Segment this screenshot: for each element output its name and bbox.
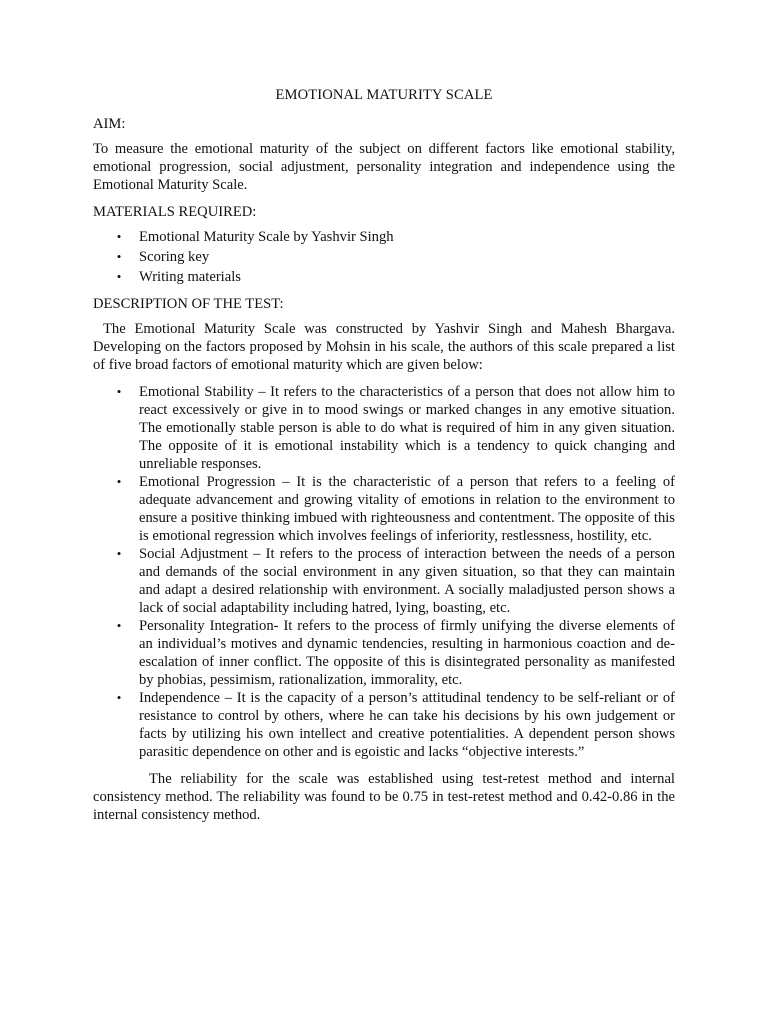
list-item: [93, 473, 675, 545]
aim-heading: AIM:: [93, 116, 126, 132]
bullet-icon: •: [116, 384, 122, 399]
document-title: EMOTIONAL MATURITY SCALE: [275, 87, 493, 103]
list-item: [93, 383, 675, 473]
description-intro: The Emotional Maturity Scale was constructed by Yashvir Singh and Mahesh Bhargava. Developing on the factors proposed by Mohsin in his scale, the authors of this scale prepared a list of five broad factors of emotional maturity which are given below:: [93, 321, 675, 373]
bullet-icon: •: [116, 229, 122, 244]
materials-heading: MATERIALS REQUIRED:: [93, 204, 257, 220]
factor-emotional-progression: Emotional Progression – It is the characteristic of a person that refers to a feeling of adequate advancement and growing vitality of emotions in relation to the environment to ensure a positive thinking imbued with righteousness and contentment. The opposite of this is emotional regression which involves feelings of inferiority, restlessness, hostility, etc.: [139, 474, 675, 544]
material-item-label: Writing materials: [139, 269, 241, 285]
material-item-label: Scoring key: [139, 249, 210, 265]
factor-social-adjustment: Social Adjustment – It refers to the process of interaction between the needs of a person and demands of the social environment in any given situation, so that they can maintain and adapt a desired relationship with environment. A socially maladjusted person shows a lack of social adaptability including hatred, lying, boasting, etc.: [139, 546, 675, 616]
list-item: [93, 545, 675, 617]
bullet-icon: •: [116, 618, 122, 633]
bullet-icon: •: [116, 474, 122, 489]
material-item-label: Emotional Maturity Scale by Yashvir Singh: [139, 229, 394, 245]
document-page: [93, 86, 675, 833]
list-item: [93, 228, 675, 246]
factor-personality-integration: Personality Integration- It refers to the process of firmly unifying the diverse elements of an individual’s motives and dynamic tendencies, resulting in harmonious coaction and de-escalation of inner conflict. The opposite of this is disintegrated personality as manifested by phobias, pessimism, rationalization, immorality, etc.: [139, 618, 675, 688]
factor-independence: Independence – It is the capacity of a person’s attitudinal tendency to be self-reliant or of resistance to control by others, where he can take his decisions by his own judgement or facts by utilizing his own intellect and creative potentialities. A dependent person shows parasitic dependence on other and is egoistic and lacks “objective interests.”: [139, 690, 675, 760]
materials-list: [93, 228, 675, 286]
aim-text: To measure the emotional maturity of the subject on different factors like emotional stability, emotional progression, social adjustment, personality integration and independence using the Emotional Maturity Scale.: [93, 141, 675, 193]
reliability-text: The reliability for the scale was established using test-retest method and internal consistency method. The reliability was found to be 0.75 in test-retest method and 0.42-0.86 in the internal consistency method.: [93, 771, 675, 823]
list-item: [93, 617, 675, 689]
list-item: [93, 248, 675, 266]
list-item: [93, 268, 675, 286]
factors-list: [93, 383, 675, 761]
factor-emotional-stability: Emotional Stability – It refers to the characteristics of a person that does not allow him to react excessively or give in to mood swings or marked changes in any emotive situation. The emotionally stable person is able to do what is required of him in any given situation. The opposite of it is emotional instability which is a tendency to quick changing and unreliable responses.: [139, 384, 675, 472]
description-heading: DESCRIPTION OF THE TEST:: [93, 296, 284, 312]
bullet-icon: •: [116, 249, 122, 264]
bullet-icon: •: [116, 269, 122, 284]
bullet-icon: •: [116, 546, 122, 561]
bullet-icon: •: [116, 690, 122, 705]
list-item: [93, 689, 675, 761]
